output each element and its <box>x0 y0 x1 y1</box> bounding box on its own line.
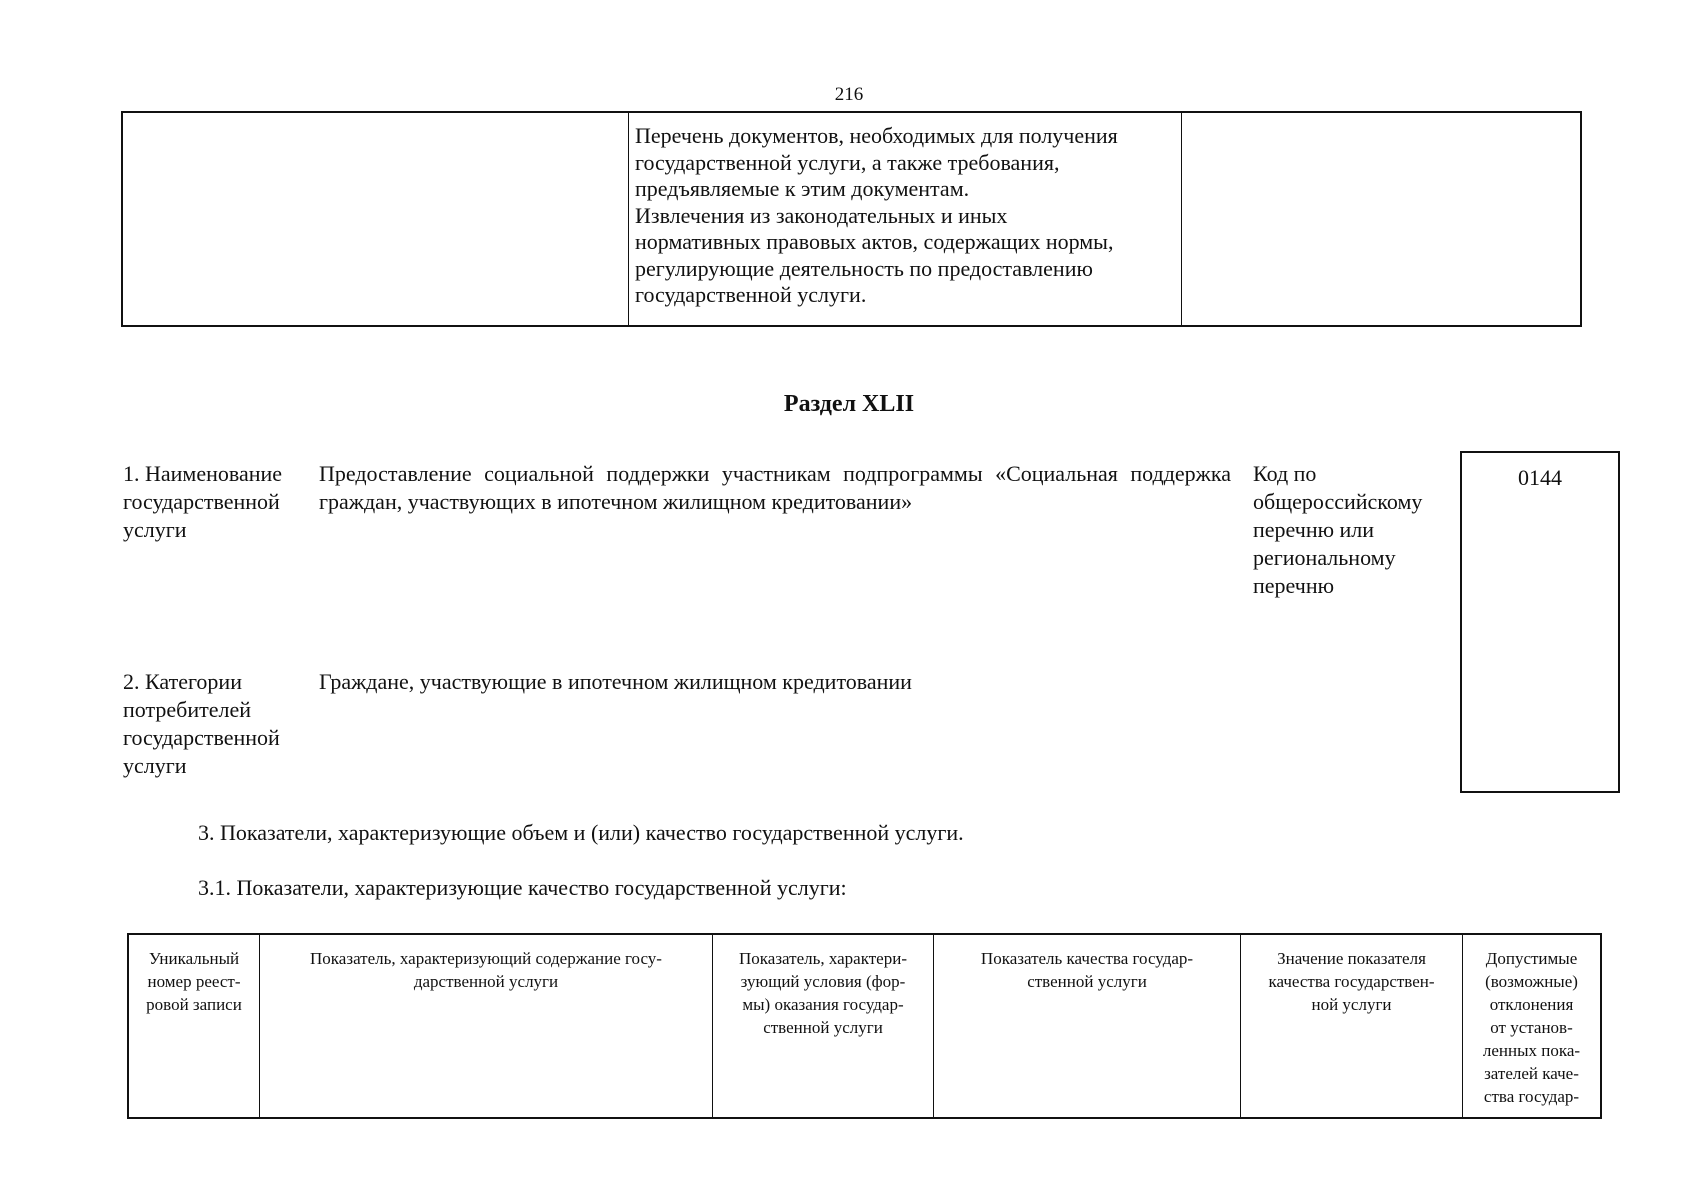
header-line: зателей каче- <box>1484 1064 1579 1083</box>
header-allowed-deviations <box>1463 935 1600 1117</box>
header-quality-indicator <box>934 935 1241 1117</box>
code-label <box>1253 460 1438 600</box>
header-line: Показатель, характери- <box>739 949 907 968</box>
label-line: услуги <box>123 517 187 542</box>
header-line: номер реест- <box>147 972 241 991</box>
page-number: 216 <box>834 84 864 105</box>
documents-cell <box>629 113 1182 325</box>
code-label-line: Код по <box>1253 461 1317 486</box>
header-line: Показатель, характеризующий содержание госу- <box>310 949 662 968</box>
text-line: государственной услуги, а также требования, <box>635 149 1060 175</box>
text-line: регулирующие деятельность по предоставлению <box>635 255 1093 281</box>
header-line: ленных пока- <box>1482 1041 1581 1060</box>
header-line: ной услуги <box>1311 995 1392 1014</box>
header-registry-number <box>129 935 260 1117</box>
header-line: Значение показателя <box>1277 949 1426 968</box>
empty-cell-right <box>1182 113 1580 325</box>
paragraph-3: 3. Показатели, характеризующие объем и (или) качество государственной услуги. <box>198 820 964 845</box>
text-line: Извлечения из законодательных и иных <box>635 202 1008 228</box>
label-line: государственной <box>123 489 280 514</box>
code-label-line: общероссийскому <box>1253 489 1423 514</box>
header-line: качества государствен- <box>1268 972 1435 991</box>
header-line: Уникальный <box>148 949 240 968</box>
header-line: зующий условия (фор- <box>740 972 906 991</box>
paragraph-3-1: 3.1. Показатели, характеризующие качество государственной услуги: <box>198 875 847 900</box>
label-line: потребителей <box>123 697 251 722</box>
code-label-line: перечню <box>1253 573 1335 598</box>
text-line: государственной услуги. <box>635 282 867 307</box>
header-line: дарственной услуги <box>413 972 559 991</box>
header-line: ровой записи <box>146 995 242 1014</box>
header-content-indicator <box>260 935 713 1117</box>
label-line: услуги <box>123 753 187 778</box>
text-line: Перечень документов, необходимых для получения <box>635 123 1118 148</box>
code-label-line: перечню или <box>1253 517 1375 542</box>
item1-text: Предоставление социальной поддержки участникам подпрограммы «Социальная поддержка граждан, участвующих в ипотечном жилищном кредитовании» <box>319 461 1231 514</box>
label-line: 2. Категории <box>123 669 242 694</box>
header-conditions-indicator <box>713 935 934 1117</box>
service-code-box: 0144 <box>1460 451 1620 793</box>
header-line: Показатель качества государ- <box>980 949 1194 968</box>
header-line: от установ- <box>1490 1018 1573 1037</box>
item2-label <box>123 668 308 780</box>
code-label-line: региональному <box>1253 545 1396 570</box>
item1-label <box>123 460 308 544</box>
label-line: государственной <box>123 725 280 750</box>
header-line: ства государ- <box>1483 1087 1580 1106</box>
text-line: предъявляемые к этим документам. <box>635 176 970 201</box>
header-line: (возможные) <box>1485 972 1578 991</box>
label-line: 1. Наименование <box>123 461 283 486</box>
header-line: ственной услуги <box>763 1018 883 1037</box>
header-line: ственной услуги <box>1027 972 1147 991</box>
section-title: Раздел XLII <box>783 391 915 417</box>
text-line: нормативных правовых актов, содержащих нормы, <box>635 229 1114 254</box>
header-line: мы) оказания государ- <box>742 995 904 1014</box>
quality-indicators-table <box>127 933 1602 1119</box>
item2-text: Граждане, участвующие в ипотечном жилищном кредитовании <box>319 669 912 694</box>
header-indicator-value <box>1241 935 1463 1117</box>
empty-cell-left <box>123 113 629 325</box>
continuation-table <box>121 111 1582 327</box>
header-line: Допустимые <box>1485 949 1578 968</box>
header-line: отклонения <box>1489 995 1574 1014</box>
